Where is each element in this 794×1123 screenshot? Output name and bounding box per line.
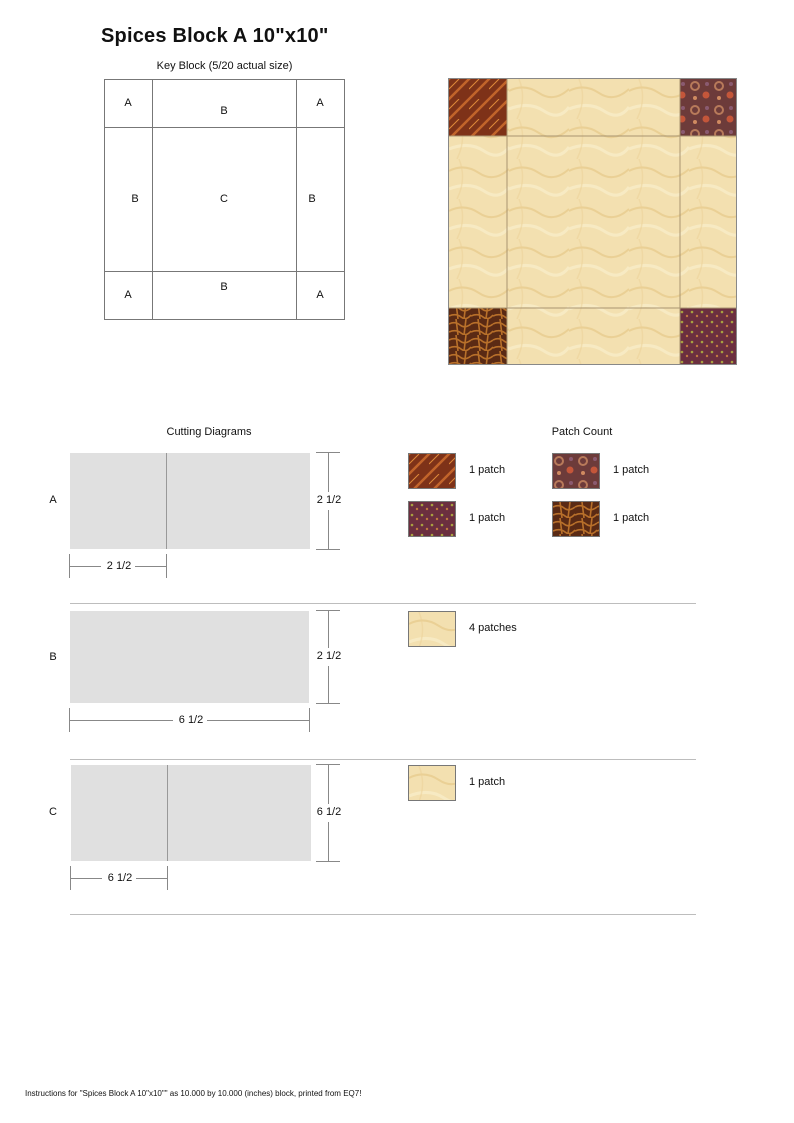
key-label-b: B [131,193,139,205]
key-block-caption: Key Block (5/20 actual size) [156,60,293,72]
fabric-swatch [552,453,600,489]
footer-note: Instructions for "Spices Block A 10"x10"" as 10.000 by 10.000 (inches) block, printed from EQ7! [25,1089,362,1098]
height-dimension-label: 2 1/2 [316,494,342,506]
cut-row-letter: C [49,806,57,818]
section-divider [70,759,696,760]
patch-count-label: 1 patch [469,512,506,524]
width-dimension-label: 2 1/2 [106,560,132,572]
fabric-swatch [408,501,456,537]
key-label-b: B [220,105,228,117]
fabric-block-image [449,79,736,364]
fabric-swatch [408,611,456,647]
width-dimension-label: 6 1/2 [178,714,204,726]
patch-count-label: 1 patch [613,464,650,476]
page-title: Spices Block A 10"x10" [101,25,329,47]
key-label-a: A [124,289,132,301]
plum-circles-swatch [553,454,599,488]
cut-rect-divider [166,453,167,549]
cut-rect-a [70,453,310,549]
cut-rect-divider [167,765,168,861]
key-label-c: C [220,193,228,205]
section-divider [70,603,696,604]
cut-rect-c [71,765,311,861]
brown-crackle-swatch [553,502,599,536]
fabric-block-preview [448,78,737,365]
width-dimension-label: 6 1/2 [107,872,133,884]
cream-swatch [409,612,455,646]
key-label-a: A [316,289,324,301]
key-label-b: B [220,281,228,293]
key-block-diagram [104,79,345,320]
height-dimension-label: 2 1/2 [316,650,342,662]
cut-row-letter: A [49,494,57,506]
patch-count-label: 1 patch [613,512,650,524]
height-dimension-label: 6 1/2 [316,806,342,818]
fabric-swatch [552,501,600,537]
patch-count-label: 1 patch [469,776,506,788]
section-divider [70,914,696,915]
cut-row-letter: B [49,651,57,663]
fabric-swatch [408,453,456,489]
patch-count-label: 1 patch [469,464,506,476]
key-label-a: A [316,97,324,109]
cream-swatch [409,766,455,800]
patch-count-title: Patch Count [551,426,613,438]
key-label-b: B [308,193,316,205]
rust-leaf-swatch [409,454,455,488]
key-label-a: A [124,97,132,109]
fabric-swatch [408,765,456,801]
patch-count-label: 4 patches [469,622,517,634]
cutting-diagrams-title: Cutting Diagrams [166,426,252,438]
purple-dots-swatch [409,502,455,536]
cut-rect-b [70,611,309,703]
